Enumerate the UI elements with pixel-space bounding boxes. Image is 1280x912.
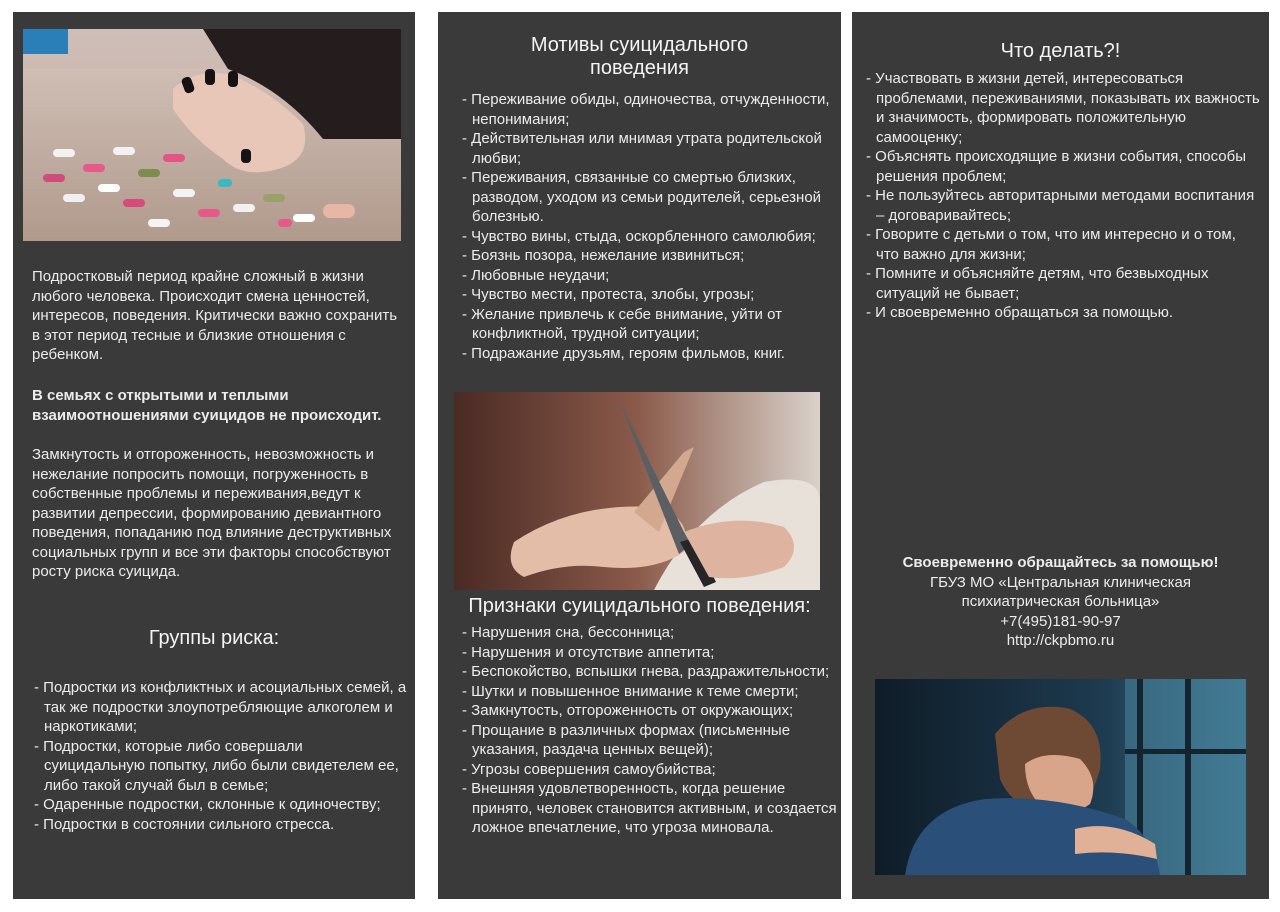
- list-item: - Чувство вины, стыда, оскорбленного самолюбия;: [460, 227, 834, 247]
- signs-list: [460, 623, 838, 838]
- list-item: - Помните и объясняйте детям, что безвыходных ситуаций не бывает;: [864, 264, 1260, 303]
- phone-number: +7(495)181-90-97: [1000, 612, 1121, 630]
- list-item: - Переживание обиды, одиночества, отчужденности, непонимания;: [460, 90, 834, 129]
- contact-heading: Своевременно обращайтесь за помощью!: [902, 554, 1219, 571]
- list-item: - Любовные неудачи;: [460, 266, 834, 286]
- list-item: - Говорите с детьми о том, что им интересно и о том, что важно для жизни;: [864, 225, 1260, 264]
- factors-text: Замкнутость и отгороженность, невозможность и нежелание попросить помощи, погруженность в собственные проблемы и переживания,ведут к развитии депрессии, формированию девиантного поведения, попаданию под влияние деструктивных социальных групп и все эти факторы способствуют росту риска суицида.: [32, 446, 392, 580]
- list-item: - Боязнь позора, нежелание извиниться;: [460, 246, 834, 266]
- website-link: http://ckpbmo.ru: [1006, 632, 1115, 649]
- list-item: - Беспокойство, вспышки гнева, раздражительности;: [460, 662, 838, 682]
- list-item: - Внешняя удовлетворенность, когда решение принято, человек становится активным, и создается ложное впечатление, что угроза миновала.: [460, 779, 838, 838]
- list-item: - Действительная или мнимая утрата родительской любви;: [460, 129, 834, 168]
- what-to-do-title: Что делать?!: [1000, 40, 1121, 62]
- list-item: - И своевременно обращаться за помощью.: [864, 303, 1260, 323]
- org-name-line1: ГБУЗ МО «Центральная клиническая: [929, 573, 1192, 591]
- list-item: - Подростки из конфликтных и асоциальных семей, а так же подростки злоупотребляющие алкоголем и наркотиками;: [32, 678, 407, 737]
- list-item: - Не пользуйтесь авторитарными методами воспитания – договаривайтесь;: [864, 186, 1260, 225]
- right-panel: [852, 12, 1269, 899]
- list-item: - Подростки, которые либо совершали суицидальную попытку, либо были свидетелем ее, либо такой случай был в семье;: [32, 737, 407, 796]
- org-name-line2: психиатрическая больница»: [961, 593, 1160, 610]
- list-item: - Объяснять происходящие в жизни события, способы решения проблем;: [864, 147, 1260, 186]
- list-item: - Угрозы совершения самоубийства;: [460, 760, 838, 780]
- boy-photo: [875, 679, 1246, 875]
- knife-photo: [454, 392, 820, 590]
- motives-list: [460, 90, 834, 363]
- signs-title: Признаки суицидального поведения:: [468, 595, 811, 617]
- motives-title: Мотивы суицидального поведения: [530, 34, 749, 79]
- bold-statement: В семьях с открытыми и теплыми взаимоотношениями суицидов не происходит.: [32, 387, 382, 424]
- risk-groups-title: Группы риска:: [148, 627, 280, 649]
- list-item: - Подражание друзьям, героям фильмов, книг.: [460, 344, 834, 364]
- left-panel: [13, 12, 415, 899]
- list-item: - Желание привлечь к себе внимание, уйти от конфликтной, трудной ситуации;: [460, 305, 834, 344]
- list-item: - Переживания, связанные со смертью близких, разводом, уходом из семьи родителей, серьезной болезнью.: [460, 168, 834, 227]
- list-item: - Прощание в различных формах (письменные указания, раздача ценных вещей);: [460, 721, 838, 760]
- pills-photo: [23, 29, 401, 241]
- list-item: - Нарушения сна, бессонница;: [460, 623, 838, 643]
- list-item: - Замкнутость, отгороженность от окружающих;: [460, 701, 838, 721]
- middle-panel: [438, 12, 841, 899]
- what-to-do-list: [864, 69, 1260, 323]
- list-item: - Одаренные подростки, склонные к одиночеству;: [32, 795, 407, 815]
- list-item: - Чувство мести, протеста, злобы, угрозы;: [460, 285, 834, 305]
- list-item: - Нарушения и отсутствие аппетита;: [460, 643, 838, 663]
- list-item: - Шутки и повышенное внимание к теме смерти;: [460, 682, 838, 702]
- contact-block: [852, 553, 1269, 651]
- list-item: - Участвовать в жизни детей, интересоваться проблемами, переживаниями, показывать их важность и значимость, формировать положительную самооценку;: [864, 69, 1260, 147]
- intro-text: Подростковый период крайне сложный в жизни любого человека. Происходит смена ценностей, интересов, поведения. Критически важно сохранить в этот период тесные и близкие отношения с ребенком.: [32, 268, 398, 363]
- list-item: - Подростки в состоянии сильного стресса.: [32, 815, 407, 835]
- risk-groups-list: [32, 678, 407, 834]
